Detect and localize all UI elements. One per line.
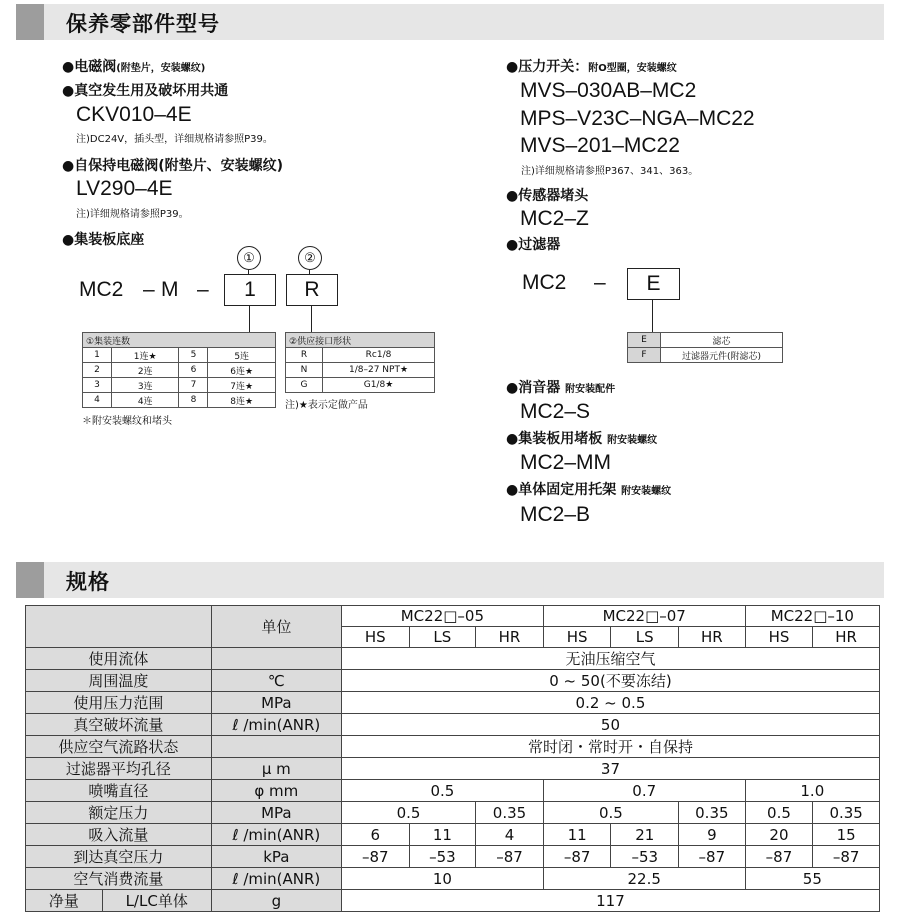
connector-line: [652, 299, 653, 332]
row-value: 22.5: [543, 868, 745, 890]
table-cell: 6: [179, 363, 208, 378]
row-value: 0.2 ~ 0.5: [341, 692, 879, 714]
row-value: 50: [341, 714, 879, 736]
row-value: 0 ~ 50(不要冻结): [341, 670, 879, 692]
manifold-prefix: MC2: [79, 278, 124, 301]
count-table-header: ①集装连数: [83, 333, 276, 348]
table-cell: 6连★: [208, 363, 276, 378]
count-table-note: ＊附安装螺纹和堵头: [82, 416, 172, 427]
table-row: [26, 648, 880, 670]
row-value: –87: [813, 846, 880, 868]
plug-heading: ●传感器堵头: [506, 188, 589, 204]
latching-note: 注)详细规格请参照P39。: [76, 209, 189, 220]
spec-section-title: 规格: [66, 570, 110, 594]
table-row: [26, 824, 880, 846]
row-label: 周围温度: [26, 670, 212, 692]
manifold-heading: ●集装板底座: [62, 232, 145, 248]
bracket-model: MC2–B: [520, 503, 591, 526]
table-cell: 1/8–27 NPT★: [323, 363, 435, 378]
row-value: 0.7: [543, 780, 745, 802]
table-cell: E: [628, 333, 661, 348]
table-cell: F: [628, 348, 661, 363]
table-row: [26, 846, 880, 868]
latching-heading: ●自保持电磁阀(附垫片、安装螺纹): [62, 158, 284, 174]
unit-header: 单位: [211, 606, 341, 648]
filter-table: [627, 332, 783, 363]
table-row: [26, 890, 880, 912]
port-table: [285, 332, 435, 393]
row-value: 1.0: [745, 780, 879, 802]
row-unit: ℃: [211, 670, 341, 692]
row-value: 9: [679, 824, 746, 846]
row-value: –87: [679, 846, 746, 868]
table-cell: G: [286, 378, 323, 393]
table-cell: 3连: [111, 378, 179, 393]
row-unit: ℓ /min(ANR): [211, 714, 341, 736]
manifold-dash: –: [143, 278, 155, 301]
port-table-note: 注)★表示定做产品: [285, 400, 368, 411]
table-cell: G1/8★: [323, 378, 435, 393]
table-cell: 过滤器元件(附滤芯): [661, 348, 783, 363]
row-label: 过滤器平均孔径: [26, 758, 212, 780]
table-cell: 2: [83, 363, 112, 378]
table-row: [26, 736, 880, 758]
row-label: 使用流体: [26, 648, 212, 670]
row-value: 20: [745, 824, 813, 846]
table-cell: 7: [179, 378, 208, 393]
row-value: –87: [745, 846, 813, 868]
pswitch-model-1: MVS–030AB–MC2: [520, 79, 697, 102]
table-cell: 4连: [111, 393, 179, 408]
sub-header: LS: [409, 627, 476, 648]
solenoid-heading: ●电磁阀(附垫片，安装螺纹): [62, 59, 206, 75]
row-unit: ℓ /min(ANR): [211, 824, 341, 846]
sub-header: HS: [341, 627, 409, 648]
row-label: 使用压力范围: [26, 692, 212, 714]
pswitch-model-2: MPS–V23C–NGA–MC22: [520, 107, 755, 130]
row-label: 到达真空压力: [26, 846, 212, 868]
group-header: MC22□–05: [341, 606, 543, 627]
parts-section-header: [16, 4, 884, 40]
shared-model: CKV010–4E: [76, 103, 192, 126]
silencer-model: MC2–S: [520, 400, 591, 423]
row-unit: MPa: [211, 802, 341, 824]
row-value: 37: [341, 758, 879, 780]
row-value: 0.35: [813, 802, 880, 824]
silencer-heading: ●消音器 附安装配件: [506, 380, 616, 396]
table-row: [26, 758, 880, 780]
row-value: 4: [476, 824, 544, 846]
row-value: 15: [813, 824, 880, 846]
row-value: 11: [543, 824, 611, 846]
option-2-box: R: [286, 274, 338, 306]
row-unit: ℓ /min(ANR): [211, 868, 341, 890]
table-cell: 5连: [208, 348, 276, 363]
row-value: 0.5: [543, 802, 678, 824]
sub-header: HS: [745, 627, 813, 648]
sub-header: LS: [611, 627, 679, 648]
sub-header: HR: [679, 627, 746, 648]
filter-prefix: MC2: [522, 271, 567, 294]
option-2-marker: ②: [298, 246, 322, 270]
blanking-heading: ●集装板用堵板 附安装螺纹: [506, 431, 658, 447]
sub-header: HS: [543, 627, 611, 648]
row-value: 0.35: [679, 802, 746, 824]
row-value: –87: [476, 846, 544, 868]
connector-line: [311, 305, 312, 332]
row-value: 0.5: [745, 802, 813, 824]
table-row: [26, 802, 880, 824]
row-value: 0.5: [341, 780, 543, 802]
filter-heading: ●过滤器: [506, 237, 561, 253]
bracket-heading: ●单体固定用托架 附安装螺纹: [506, 482, 672, 498]
table-cell: Rc1/8: [323, 348, 435, 363]
row-value: 21: [611, 824, 679, 846]
row-value: –53: [611, 846, 679, 868]
option-1-marker: ①: [237, 246, 261, 270]
row-label: 空气消费流量: [26, 868, 212, 890]
row-unit: [211, 648, 341, 670]
pswitch-heading: ●压力开关：附O型圈，安装螺纹: [506, 59, 677, 75]
row-value: 11: [409, 824, 476, 846]
row-value: 0.35: [476, 802, 544, 824]
pswitch-model-3: MVS–201–MC22: [520, 134, 680, 157]
spec-section-header: [16, 562, 884, 598]
connector-line: [249, 305, 250, 332]
table-row: [26, 670, 880, 692]
plug-model: MC2–Z: [520, 207, 589, 230]
table-cell: 4: [83, 393, 112, 408]
filter-option-box: E: [627, 268, 680, 300]
table-row: [26, 868, 880, 890]
table-cell: 1: [83, 348, 112, 363]
sub-header: HR: [476, 627, 544, 648]
group-header: MC22□–10: [745, 606, 879, 627]
section-marker: [16, 4, 44, 40]
table-cell: 2连: [111, 363, 179, 378]
option-1-box: 1: [224, 274, 276, 306]
row-label: 净量: [26, 890, 103, 912]
table-row: [26, 780, 880, 802]
row-unit: g: [211, 890, 341, 912]
row-value: –87: [543, 846, 611, 868]
blanking-model: MC2–MM: [520, 451, 612, 474]
table-cell: 3: [83, 378, 112, 393]
count-table: [82, 332, 276, 408]
table-cell: 8连★: [208, 393, 276, 408]
row-value: 55: [745, 868, 879, 890]
row-label: 额定压力: [26, 802, 212, 824]
row-value: 117: [341, 890, 879, 912]
filter-dash: –: [594, 271, 606, 294]
row-label: 真空破坏流量: [26, 714, 212, 736]
spec-corner: [26, 606, 212, 648]
row-unit: [211, 736, 341, 758]
shared-note: 注)DC24V，插头型，详细规格请参照P39。: [76, 134, 273, 145]
parts-section-title: 保养零部件型号: [66, 12, 220, 36]
row-label: 吸入流量: [26, 824, 212, 846]
row-value: 0.5: [341, 802, 475, 824]
section-marker: [16, 562, 44, 598]
table-row: [26, 692, 880, 714]
row-unit: φ mm: [211, 780, 341, 802]
table-cell: 5: [179, 348, 208, 363]
spec-table: [25, 605, 880, 912]
group-header: MC22□–07: [543, 606, 745, 627]
row-value: 6: [341, 824, 409, 846]
pswitch-note: 注)详细规格请参照P367、341、363。: [521, 166, 699, 177]
row-value: –87: [341, 846, 409, 868]
row-unit: MPa: [211, 692, 341, 714]
manifold-dash: –: [197, 278, 209, 301]
table-cell: 1连★: [111, 348, 179, 363]
row-value: 10: [341, 868, 543, 890]
table-cell: 8: [179, 393, 208, 408]
table-row: [26, 714, 880, 736]
row-label: 供应空气流路状态: [26, 736, 212, 758]
shared-heading: ●真空发生用及破坏用共通: [62, 83, 229, 99]
row-value: 无油压缩空气: [341, 648, 879, 670]
sub-header: HR: [813, 627, 880, 648]
table-cell: 滤芯: [661, 333, 783, 348]
latching-model: LV290–4E: [76, 177, 173, 200]
row-value: –53: [409, 846, 476, 868]
table-cell: 7连★: [208, 378, 276, 393]
table-cell: N: [286, 363, 323, 378]
manifold-mid: M: [161, 278, 179, 301]
row-label: 喷嘴直径: [26, 780, 212, 802]
row-unit: kPa: [211, 846, 341, 868]
table-cell: R: [286, 348, 323, 363]
row-sublabel: L/LC单体: [102, 890, 211, 912]
port-table-header: ②供应接口形状: [286, 333, 435, 348]
row-unit: μ m: [211, 758, 341, 780]
row-value: 常时闭・常时开・自保持: [341, 736, 879, 758]
